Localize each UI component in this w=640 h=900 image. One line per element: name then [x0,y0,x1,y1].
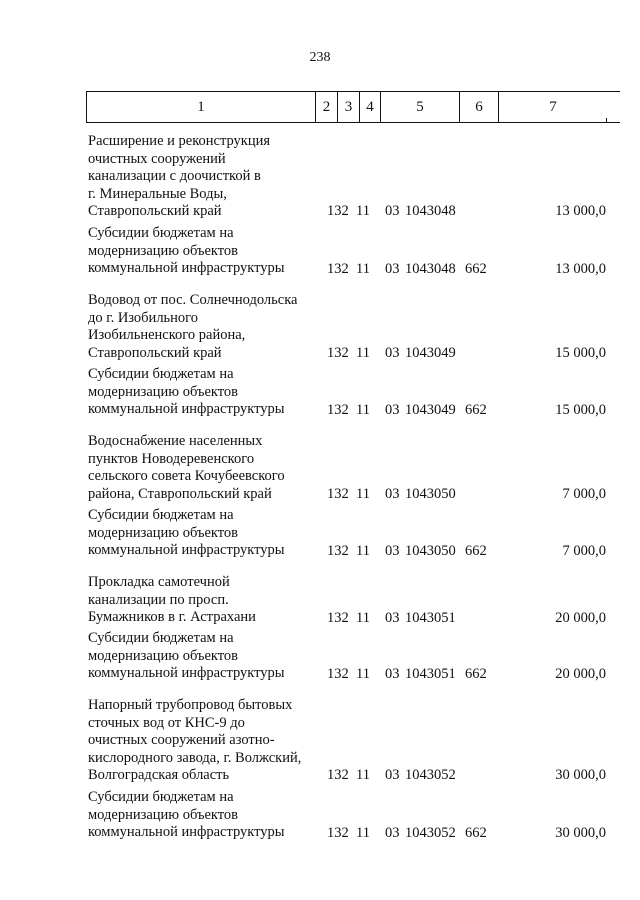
subsection-code: 03 [385,609,400,626]
section-code: 11 [356,542,370,559]
target-code: 1043050 [405,542,456,559]
row-name: Субсидии бюджетам на модернизацию объектов коммунальной инфраструктуры [88,366,285,417]
target-code: 1043052 [405,824,456,841]
column-header-7: 7 [549,99,557,115]
row-name: Субсидии бюджетам на модернизацию объектов коммунальной инфраструктуры [88,630,285,681]
section-code: 11 [356,344,370,361]
section-code: 11 [356,485,370,502]
subsection-code: 03 [385,202,400,219]
table-row [0,697,640,784]
amount: 30 000,0 [555,824,606,841]
amount: 15 000,0 [555,344,606,361]
subsection-code: 03 [385,260,400,277]
section-code: 11 [356,766,370,783]
expense-code: 662 [465,542,487,559]
page-number: 238 [309,50,331,65]
expense-code: 662 [465,401,487,418]
row-name: Субсидии бюджетам на модернизацию объектов коммунальной инфраструктуры [88,225,285,276]
table-row [0,507,640,560]
target-code: 1043051 [405,665,456,682]
target-code: 1043048 [405,202,456,219]
row-name: Субсидии бюджетам на модернизацию объектов коммунальной инфраструктуры [88,789,285,840]
table-edge-mark [606,118,607,123]
subsection-code: 03 [385,344,400,361]
table-row [0,789,640,842]
row-name: Водоснабжение населенных пунктов Новодеревенского сельского совета Кочубеевского района, Ставропольский край [88,433,285,502]
ministry-code: 132 [327,542,349,559]
ministry-code: 132 [327,344,349,361]
amount: 15 000,0 [555,401,606,418]
section-code: 11 [356,824,370,841]
table-row [0,133,640,220]
section-code: 11 [356,260,370,277]
ministry-code: 132 [327,609,349,626]
ministry-code: 132 [327,202,349,219]
amount: 13 000,0 [555,260,606,277]
table-row [0,366,640,419]
ministry-code: 132 [327,485,349,502]
subsection-code: 03 [385,401,400,418]
column-header-5: 5 [416,99,424,115]
section-code: 11 [356,665,370,682]
ministry-code: 132 [327,401,349,418]
table-row [0,574,640,627]
amount: 13 000,0 [555,202,606,219]
expense-code: 662 [465,665,487,682]
amount: 20 000,0 [555,609,606,626]
column-header-2: 2 [322,99,331,115]
target-code: 1043049 [405,344,456,361]
amount: 20 000,0 [555,665,606,682]
expense-code: 662 [465,260,487,277]
subsection-code: 03 [385,824,400,841]
target-code: 1043050 [405,485,456,502]
row-name: Расширение и реконструкция очистных сооружений канализации с доочисткой в г. Минеральные Воды, Ставропольский край [88,133,271,219]
table-row [0,225,640,278]
row-name: Прокладка самотечной канализации по просп. Бумажников в г. Астрахани [88,574,256,625]
ministry-code: 132 [327,260,349,277]
subsection-code: 03 [385,766,400,783]
table-row [0,630,640,683]
row-name: Водовод от пос. Солнечнодольска до г. Изобильного Изобильненского района, Ставропольский край [88,292,298,361]
ministry-code: 132 [327,766,349,783]
amount: 7 000,0 [562,485,606,502]
ministry-code: 132 [327,665,349,682]
amount: 7 000,0 [562,542,606,559]
row-name: Субсидии бюджетам на модернизацию объектов коммунальной инфраструктуры [88,507,285,558]
table-row [0,292,640,362]
table-row [0,433,640,503]
subsection-code: 03 [385,485,400,502]
section-code: 11 [356,202,370,219]
subsection-code: 03 [385,665,400,682]
target-code: 1043049 [405,401,456,418]
column-header-4: 4 [366,99,374,115]
table-header [86,91,620,123]
target-code: 1043051 [405,609,456,626]
amount: 30 000,0 [555,766,606,783]
target-code: 1043052 [405,766,456,783]
section-code: 11 [356,609,370,626]
ministry-code: 132 [327,824,349,841]
row-name: Напорный трубопровод бытовых сточных вод от КНС-9 до очистных сооружений азотно- кислородного завода, г. Волжский, Волгоградская область [88,697,302,783]
subsection-code: 03 [385,542,400,559]
section-code: 11 [356,401,370,418]
column-header-1: 1 [197,99,205,115]
target-code: 1043048 [405,260,456,277]
column-header-6: 6 [475,99,483,115]
column-header-3: 3 [344,99,353,115]
expense-code: 662 [465,824,487,841]
